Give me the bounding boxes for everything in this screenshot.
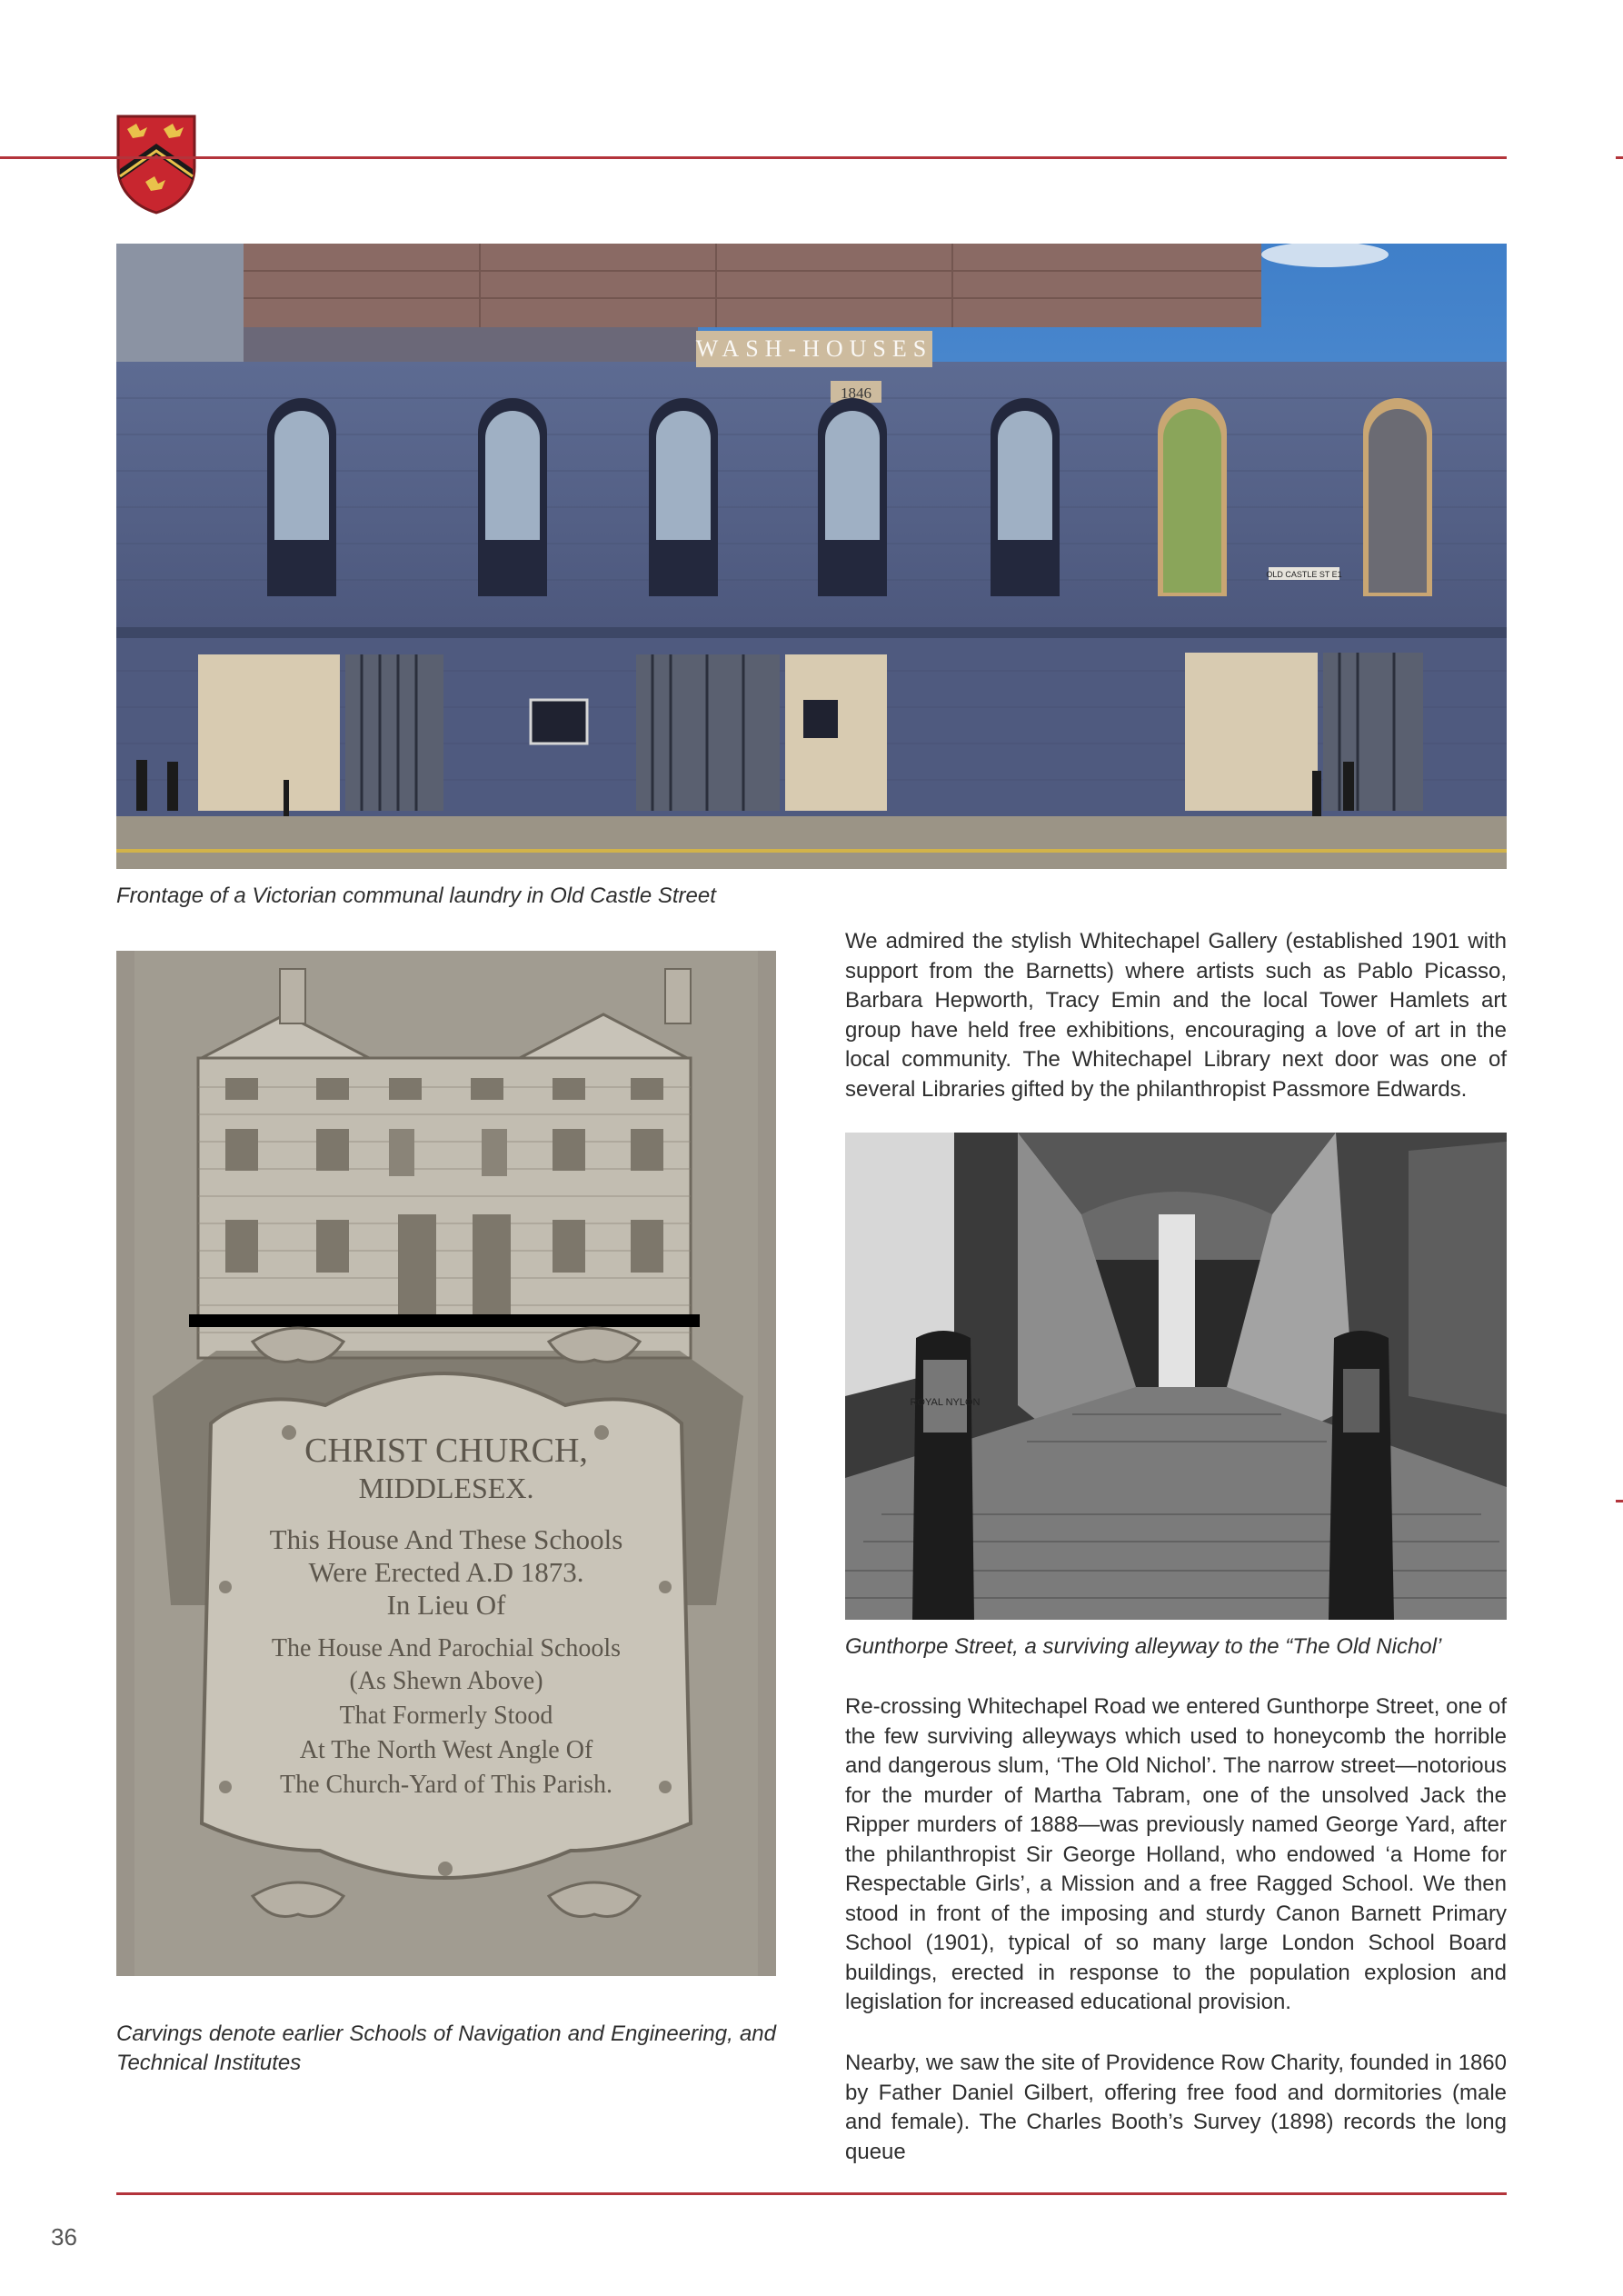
plaque-line: That Formerly Stood <box>339 1702 553 1730</box>
page-number: 36 <box>51 2223 77 2251</box>
plaque-line: (As Shewn Above) <box>349 1667 543 1695</box>
margin-tick <box>1616 156 1623 159</box>
paragraph-gallery: We admired the stylish Whitechapel Gallery (established 1901 with support from the Barnetts) where artists such as Pablo Picasso, Barbara Hepworth, Tracy Emin and the local Tower Hamlets art group have held free exhibitions, encouraging a love of art in the local community. The Whitechapel Library next door was one of several Libraries gifted by the philanthropist Passmore Edwards. <box>845 929 1507 1102</box>
footer-rule <box>116 2192 1507 2195</box>
alley-photo <box>845 1133 1507 1620</box>
plaque-line: The Church-Yard of This Parish. <box>279 1771 613 1799</box>
street-sign: OLD CASTLE ST E1 <box>1266 570 1342 579</box>
header-rule <box>0 156 1507 159</box>
alley-caption: Gunthorpe Street, a surviving alleyway to the “The Old Nichol’ <box>845 1634 1442 1659</box>
paragraph-gunthorpe: Re-crossing Whitechapel Road we entered Gunthorpe Street, one of the few surviving alleyways which used to honeycomb the horrible and dangerous slum, ‘The Old Nichol’. The narrow street—notorious for the murder of Martha Tabram, one of the unsolved Jack the Ripper murders of 1888—was previously named George Yard, after the philanthropist Sir George Holland, who endowed ‘a Home for Respectable Girls’, a Mission and a free Ragged School. We then stood in front of the imposing and sturdy Canon Barnett Primary School (1901), typical of so many large London School Board buildings, erected in response to the population explosion and legislation for increased educational provision. <box>845 1694 1507 2014</box>
paragraph-providence-row: Nearby, we saw the site of Providence Row Charity, founded in 1860 by Father Daniel Gilbert, offering free food and dormitories (male and female). The Charles Booth’s Survey (1898) records the long queue <box>845 2051 1507 2164</box>
plaque-line: MIDDLESEX. <box>358 1472 534 1504</box>
plaque-line: CHRIST CHURCH, <box>304 1432 588 1470</box>
plaque-line: The House And Parochial Schools <box>271 1634 622 1662</box>
bollard-label: ROYAL NYLON <box>910 1397 981 1408</box>
plaque-line: In Lieu Of <box>386 1589 506 1621</box>
plaque-line: At The North West Angle Of <box>299 1736 593 1764</box>
laundry-caption: Frontage of a Victorian communal laundry in Old Castle Street <box>116 883 716 908</box>
plaque-caption: Carvings denote earlier Schools of Navigation and Engineering, and Technical Institutes <box>116 2021 776 2075</box>
date-plaque: 1846 <box>841 384 871 402</box>
wash-houses-sign: WASH-HOUSES <box>695 335 933 362</box>
plaque-line: This House And These Schools <box>269 1523 623 1555</box>
crest-icon <box>115 113 198 215</box>
laundry-photo <box>116 244 1507 869</box>
plaque-photo <box>116 951 776 1976</box>
plaque-line: Were Erected A.D 1873. <box>308 1556 584 1588</box>
margin-tick <box>1616 1500 1623 1502</box>
